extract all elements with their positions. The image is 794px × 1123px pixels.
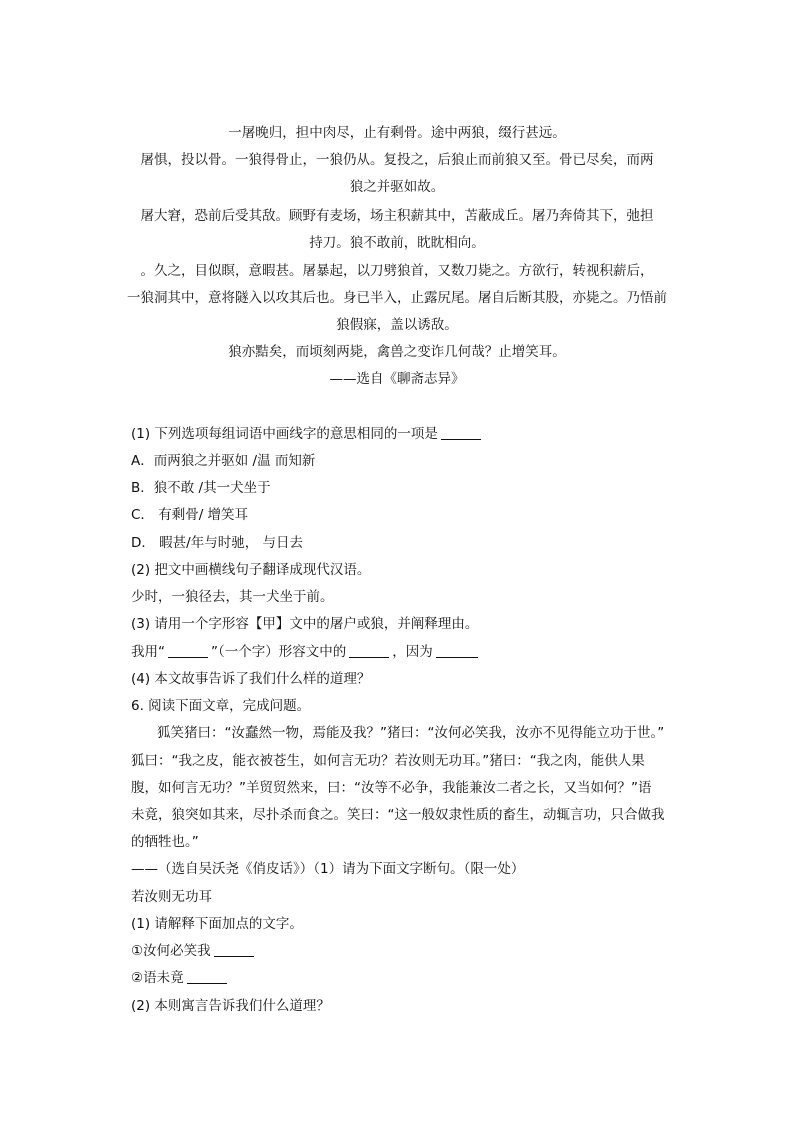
q6-sub-1a-text: ①汝何必笑我 [131,943,211,959]
option-b: B．狼不敢 /其一犬坐于 [131,480,271,496]
answer-blank[interactable] [436,643,478,658]
passage-line: 狼亦黠矣，而顷刻两毙，禽兽之变诈几何哉？止增笑耳。 [228,344,566,360]
q6-sub-question-2: (2) 本则寓言告诉我们什么道理？ [131,998,330,1014]
passage-line: 一狼洞其中，意将隧入以攻其后也。身已半入，止露尻尾。屠自后断其股，亦毙之。乃悟前 [127,290,667,306]
answer-blank[interactable] [441,425,481,440]
answer-blank[interactable] [349,643,389,658]
q6-sub-1b-text: ②语未竟 [131,970,184,986]
q3-part-a: 我用“ [131,644,165,660]
q6-sub-1a [131,941,257,961]
q6-passage-line: 未竟，狼突如其来，尽扑杀而食之。笑曰：“这一般奴隶性质的畜生，动辄言功，只合做我 [131,807,665,823]
passage-line: 一屠晚归，担中肉尽，止有剩骨。途中两狼，缀行甚远。 [228,125,566,141]
option-d: D． 暇甚/年与时驰， 与日去 [131,535,304,551]
q6-sentence: 若汝则无功耳 [131,889,212,905]
option-a: A．而两狼之并驱如 /温 而知新 [131,453,316,469]
q6-source-line: ——（选自吴沃尧《俏皮话》）（1）请为下面文字断句。（限一处） [131,861,525,877]
q6-sub-question-1: (1) 请解释下面加点的文字。 [131,916,303,932]
question-2-sentence: 少时，一狼径去，其一犬坐于前。 [131,589,334,605]
question-4: (4) 本文故事告诉了我们什么样的道理？ [131,671,371,687]
question-3-answer-line [131,642,481,662]
passage-line: 持刀。狼不敢前，眈眈相向。 [309,235,485,251]
passage-line: 。久之，目似瞑，意暇甚。屠暴起，以刀劈狼首，又数刀毙之。方欲行，转视积薪后， [140,263,654,279]
q6-passage-line: 的牺牲也。” [131,834,199,850]
passage-line: 狼假寐，盖以诱敌。 [336,317,458,333]
q3-part-c: ，因为 [392,644,433,660]
q6-passage-line: 狐笑猪曰：“汝蠢然一物，焉能及我？”猪曰：“汝何必笑我，汝亦不见得能立功于世。” [157,725,665,741]
q6-passage-line: 狐曰：“我之皮，能衣被苍生，如何言无功？若汝则无功耳。”猪曰：“我之肉，能供人果 [131,753,645,769]
q6-passage-line: 腹，如何言无功？”羊贸贸然来，曰：“汝等不必争，我能兼汝二者之长，又当如何？”语 [131,780,652,796]
question-1-text: (1) 下列选项每组词语中画线字的意思相同的一项是 [131,426,438,442]
passage-line: 屠大窘，恐前后受其敌。顾野有麦场，场主积薪其中，苫蔽成丘。屠乃奔倚其下，弛担 [140,208,654,224]
question-1 [131,424,484,444]
q6-sub-1b [131,968,230,988]
q3-part-b: ”（一个字）形容文中的 [211,644,347,660]
passage-line: 狼之并驱如故。 [349,179,445,195]
answer-blank[interactable] [214,942,254,957]
answer-blank[interactable] [187,969,227,984]
question-6-header: 6. 阅读下面文章，完成问题。 [131,698,311,714]
passage-line: 屠惧，投以骨。一狼得骨止，一狼仍从。复投之，后狼止而前狼又至。骨已尽矣，而两 [140,152,654,168]
question-3: (3) 请用一个字形容【甲】文中的屠户或狼，并阐释理由。 [131,616,479,632]
answer-blank[interactable] [168,643,208,658]
option-c: C． 有剩骨/ 增笑耳 [131,507,249,523]
passage-source: ——选自《聊斋志异》 [329,371,465,387]
question-2: (2) 把文中画横线句子翻译成现代汉语。 [131,562,371,578]
